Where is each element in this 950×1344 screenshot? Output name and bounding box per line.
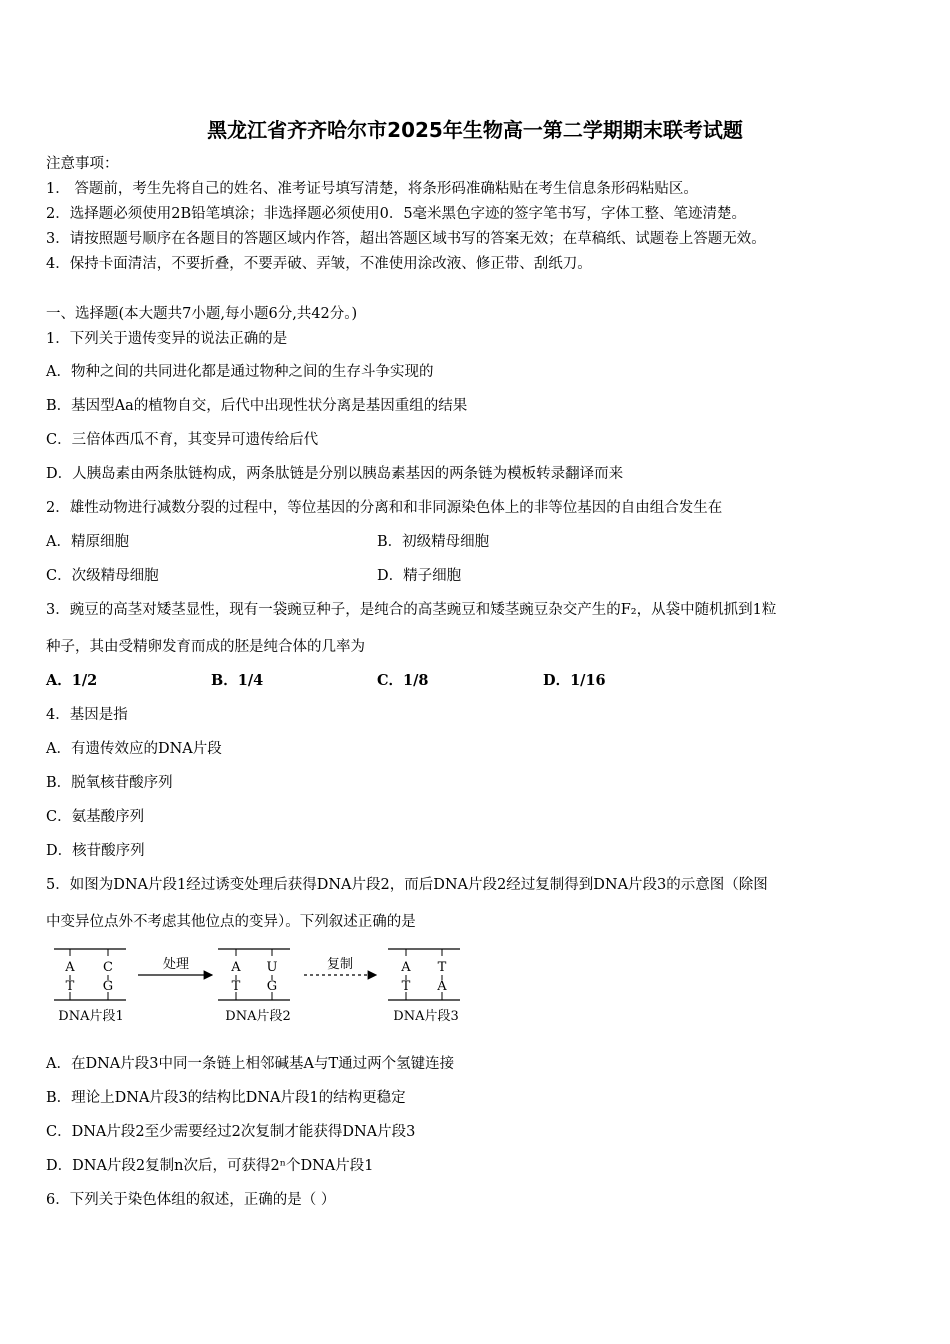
exam-title: 黑龙江省齐齐哈尔市2025年生物高一第二学期期末联考试题	[207, 118, 743, 142]
notice-item-1: 1． 答题前，考生先将自己的姓名、准考证号填写清楚，将条形码准确粘贴在考生信息条形码粘贴区。	[46, 181, 698, 197]
notice-heading: 注意事项：	[46, 156, 119, 172]
q2-option-d: D．精子细胞	[377, 568, 462, 584]
q3-option-b: B．1/4	[211, 672, 264, 689]
dna-segment-1	[54, 949, 126, 1024]
q1-option-a: A．物种之间的共同进化都是通过物种之间的生存斗争实现的	[46, 364, 434, 380]
q4-option-d: D．核苷酸序列	[46, 843, 145, 859]
q4-stem: 4．基因是指	[46, 707, 128, 723]
replication-arrow-label: 复制	[326, 957, 354, 972]
section-heading: 一、选择题(本大题共7小题,每小题6分,共42分。)	[46, 306, 358, 322]
q4-option-b: B．脱氧核苷酸序列	[46, 775, 173, 791]
q4-option-a: A．有遗传效应的DNA片段	[46, 741, 222, 757]
q1-option-b: B．基因型Aa的植物自交，后代中出现性状分离是基因重组的结果	[46, 398, 468, 414]
notice-item-3: 3．请按照题号顺序在各题目的答题区域内作答，超出答题区域书写的答案无效；在草稿纸、试题卷上答题无效。	[46, 231, 766, 247]
seg2-base-top-1: A	[231, 960, 241, 975]
dna-segment-2	[218, 949, 291, 1024]
q5-stem-line1: 5．如图为DNA片段1经过诱变处理后获得DNA片段2，而后DNA片段2经过复制得到DNA片段3的示意图（除图	[46, 877, 768, 893]
q2-option-c: C．次级精母细胞	[46, 568, 159, 584]
process-arrow-label: 处理	[162, 957, 190, 972]
dna-mutation-diagram	[46, 940, 486, 1030]
q3-stem-line1: 3．豌豆的高茎对矮茎显性，现有一袋豌豆种子，是纯合的高茎豌豆和矮茎豌豆杂交产生的F₂，从袋中随机抓到1粒	[46, 602, 777, 618]
seg1-base-bottom-2: G	[102, 979, 114, 994]
seg3-label: DNA片段3	[393, 1009, 459, 1024]
seg2-label: DNA片段2	[225, 1009, 291, 1024]
seg3-base-bottom-2: A	[437, 979, 447, 994]
notice-item-2: 2．选择题必须使用2B铅笔填涂；非选择题必须使用0．5毫米黑色字迹的签字笔书写，字体工整、笔迹清楚。	[46, 206, 747, 222]
seg1-base-top-2: C	[103, 960, 113, 975]
seg2-base-bottom-1: T	[231, 979, 241, 994]
q6-stem: 6．下列关于染色体组的叙述，正确的是（ ）	[46, 1192, 336, 1208]
seg3-base-bottom-1: T	[401, 979, 411, 994]
q2-stem: 2．雄性动物进行减数分裂的过程中，等位基因的分离和和非同源染色体上的非等位基因的自由组合发生在	[46, 500, 723, 516]
q1-option-d: D．人胰岛素由两条肽链构成，两条肽链是分别以胰岛素基因的两条链为模板转录翻译而来	[46, 466, 624, 482]
seg1-base-bottom-1: T	[65, 979, 75, 994]
q2-option-a: A．精原细胞	[46, 534, 129, 550]
q5-option-d: D．DNA片段2复制n次后，可获得2ⁿ个DNA片段1	[46, 1158, 374, 1174]
q5-option-a: A．在DNA片段3中同一条链上相邻碱基A与T通过两个氢键连接	[46, 1056, 455, 1072]
notice-item-4: 4．保持卡面清洁，不要折叠，不要弄破、弄皱，不准使用涂改液、修正带、刮纸刀。	[46, 256, 592, 272]
seg3-base-top-1: A	[401, 960, 411, 975]
q1-stem: 1．下列关于遗传变异的说法正确的是	[46, 331, 288, 347]
q5-stem-line2: 中变异位点外不考虑其他位点的变异）。下列叙述正确的是	[46, 914, 416, 930]
q5-option-c: C．DNA片段2至少需要经过2次复制才能获得DNA片段3	[46, 1124, 416, 1140]
seg1-base-top-1: A	[65, 960, 75, 975]
q3-stem-line2: 种子，其由受精卵发育而成的胚是纯合体的几率为	[46, 639, 365, 655]
q2-option-b: B．初级精母细胞	[377, 534, 490, 550]
process-arrow	[138, 956, 212, 975]
q5-option-b: B．理论上DNA片段3的结构比DNA片段1的结构更稳定	[46, 1090, 406, 1106]
dna-segment-3	[388, 949, 460, 1024]
seg3-base-top-2: T	[437, 960, 447, 975]
q4-option-c: C．氨基酸序列	[46, 809, 145, 825]
q3-option-a: A．1/2	[46, 672, 98, 689]
q1-option-c: C．三倍体西瓜不育，其变异可遗传给后代	[46, 432, 319, 448]
q3-option-c: C．1/8	[377, 672, 429, 689]
replication-arrow	[304, 956, 376, 975]
q3-option-d: D．1/16	[543, 672, 606, 689]
seg2-base-bottom-2: G	[266, 979, 278, 994]
seg1-label: DNA片段1	[58, 1009, 124, 1024]
seg2-base-top-2: U	[266, 960, 278, 975]
